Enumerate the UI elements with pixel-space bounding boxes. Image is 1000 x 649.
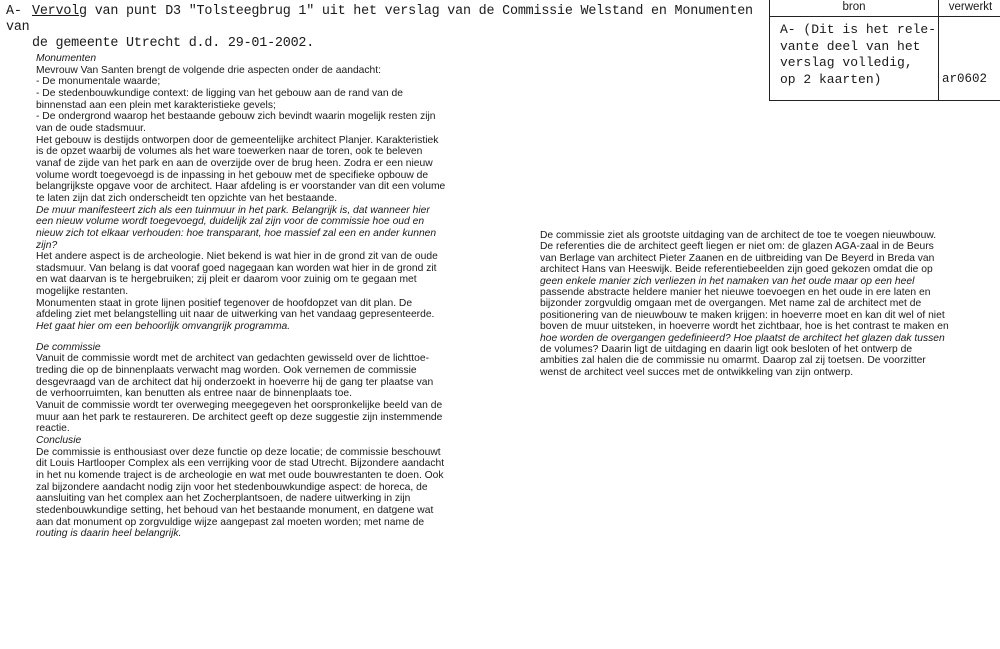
table-header-row — [770, 0, 1000, 17]
text-line: De muur manifesteert zich als een tuinmuur in het park. Belangrijk is, dat wanneer hier — [36, 204, 430, 216]
text-line: - De monumentale waarde; — [36, 76, 161, 88]
header-line-1 — [6, 4, 766, 36]
text-line: de volumes? Daarin ligt de uitdaging en daarin ligt ook besloten of het ontwerp de — [540, 344, 913, 356]
text-line: een nieuw volume wordt toegevoegd, duidelijk zal zijn voor de commissie hoe oud en — [36, 216, 425, 228]
text-line: aan dat monument op zorgvuldige wijze aangepast zal moeten worden; met name de — [36, 516, 425, 528]
text-line: Het andere aspect is de archeologie. Niet bekend is wat hier in de grond zit van de oude — [36, 251, 438, 263]
archive-code: ar0602 — [942, 72, 988, 86]
section-heading-monumenten: Monumenten — [36, 53, 97, 64]
text-line: wenst de architect veel succes met de ontwikkeling van zijn ontwerp. — [540, 366, 854, 378]
text-line: De commissie ziet als grootste uitdaging van de architect de toe te voegen nieuwbouw. — [540, 230, 937, 241]
text-line: stedenbouwkundige setting, het behoud van het bestaande monument, en datgene wat — [36, 504, 434, 516]
text-line: afdeling ziet met belangstelling uit naar de uitwerking van het vandaag gepresenteerde. — [36, 309, 435, 321]
text-line: - De ondergrond waarop het bestaande gebouw zich bevindt waarin mogelijk resten zijn — [36, 111, 436, 123]
text-line: ambities zal halen die de commissie nu omarmt. Daarop zal zij toetsen. De voorzitter — [540, 355, 926, 367]
text-line: muur aan het park te restaureren. De architect geeft op deze suggestie zijn instemmende — [36, 411, 443, 423]
source-note: A- (Dit is het rele- vante deel van het verslag volledig, op 2 kaarten) — [780, 22, 937, 87]
text-line: bijzonder zorgvuldig omgaan met de overgangen. Met name zal de architect met de — [540, 298, 922, 310]
text-line: architect Hans van Heeswijk. Beide referentiebeelden zijn goed gekozen omdat die op — [540, 264, 933, 276]
text-line: van Berlage van architect Pieter Zaanen en de uitbreiding van De Beyerd in Breda van — [540, 252, 935, 264]
header-title-rest: van punt D3 "Tolsteegbrug 1" uit het verslag van de Commissie Welstand en Monumenten van — [6, 4, 753, 35]
text-line: en wat daarvan is te hergebruiken; zij pleit er daarom voor zuinig om te gegaan met — [36, 274, 417, 286]
text-line: De commissie is enthousiast over deze functie op deze locatie; de commissie beschouwt — [36, 446, 441, 458]
col-header-bron: bron — [842, 1, 866, 13]
document-header — [6, 4, 766, 52]
right-column — [540, 230, 995, 378]
text-line: mogelijke restanten. — [36, 286, 129, 298]
col-header-verwerkt: verwerkt — [948, 1, 993, 13]
text-line: geen enkele manier zich verliezen in het namaken van het oude maar op een heel — [540, 275, 915, 287]
text-line: dit Louis Hartlooper Complex als een verrijking voor de stad Utrecht. Bijzondere aandacht — [36, 458, 445, 470]
text-line: in het nu komende traject is de archeologie en wat met oude bouwrestanten te doen. Ook — [36, 469, 444, 481]
commissie-paragraph — [36, 353, 506, 435]
text-line: boven de muur uitsteken, in hoeverre wordt het zichtbaar, hoe is het contrast te maken en — [540, 321, 949, 333]
text-line: binnenstad aan een plein met karakteristieke gevels; — [36, 99, 276, 111]
text-line: is de opzet waarbij de volumes als het ware toewerken naar de toren, ook te beleven — [36, 146, 423, 158]
text-line: desgevraagd van de architect dat hij onderzoekt in hoeverre hij de gang ter plaatse van — [36, 376, 434, 388]
text-line: Het gebouw is destijds ontworpen door de gemeentelijke architect Planjer. Karakteristiek — [36, 134, 439, 146]
source-table — [769, 0, 1000, 101]
text-line: reactie. — [36, 423, 70, 435]
text-line: vanaf de zijde van het park en aan de overzijde over de brug heen. Zodra er een nieuw — [36, 157, 433, 169]
left-column — [36, 53, 506, 540]
text-line: de verhoorruimten, kan benutten als entree naar de binnenplaats toe. — [36, 388, 352, 400]
text-line: De referenties die de architect geeft liegen er niet om: de glazen AGA-zaal in de Beurs — [540, 241, 934, 253]
text-line: te laten zijn dat zich onderscheidt ten opzichte van het bestaande. — [36, 192, 338, 204]
text-line: nieuw zich tot elkaar verhouden: hoe transparant, hoe massief zal een en ander kunnen — [36, 227, 437, 239]
text-line: routing is daarin heel belangrijk. — [36, 528, 182, 540]
text-line: Monumenten staat in grote lijnen positief tegenover de hoofdopzet van dit plan. De — [36, 297, 413, 309]
text-line: volume wordt toegevoegd is de inpassing in het gebouw met de specifieke opbouw de — [36, 169, 429, 181]
text-line: van de oude stadsmuur. — [36, 122, 146, 134]
text-line: passende abstracte heldere manier het nieuwe toevoegen en het oude in ere laten en — [540, 287, 931, 299]
text-line: belangrijkste opgave voor de architect. Haar afdeling is er voorstander van dit een volume — [36, 181, 446, 193]
text-line: treding die op de binnenplaats verwacht mag worden. Ook vernemen de commissie — [36, 365, 417, 377]
section-heading-conclusie: Conclusie — [36, 435, 82, 446]
header-prefix: A- — [6, 4, 22, 19]
text-line: Het gaat hier om een behoorlijk omvangrijk programma. — [36, 321, 291, 333]
text-line: aansluiting van het complex aan het Zocherplantsoen, de nadere uitwerking in zijn — [36, 493, 411, 505]
header-line-2: de gemeente Utrecht d.d. 29-01-2002. — [32, 36, 315, 51]
text-line: stadsmuur. Van belang is dat vooraf goed nagegaan kan worden wat hier in de grond zit — [36, 262, 437, 274]
text-line: zijn? — [36, 239, 58, 251]
text-line: hoe worden de overgangen gedefinieerd? Hoe plaatst de architect het glazen dak tussen — [540, 332, 945, 344]
text-line: positionering van de nieuwbouw te maken krijgen: in hoeverre moet en kan dit wel of niet — [540, 309, 945, 321]
text-line: - De stedenbouwkundige context: de ligging van het gebouw aan de rand van de — [36, 87, 403, 99]
section-heading-commissie: De commissie — [36, 341, 101, 353]
text-line: Vanuit de commissie wordt ter overweging meegegeven het oorspronkelijke beeld van de — [36, 400, 443, 412]
text-line: zal bijzondere aandacht nodig zijn voor het stedenbouwkundige aspect: de horeca, de — [36, 481, 428, 493]
header-vervolg: Vervolg — [32, 4, 87, 19]
conclusie-paragraph — [36, 447, 506, 540]
text-line: Mevrouw Van Santen brengt de volgende drie aspecten onder de aandacht: — [36, 64, 381, 76]
text-line: Vanuit de commissie wordt met de architect van gedachten gewisseld over de lichttoe- — [36, 353, 430, 365]
monumenten-paragraph — [36, 65, 506, 333]
